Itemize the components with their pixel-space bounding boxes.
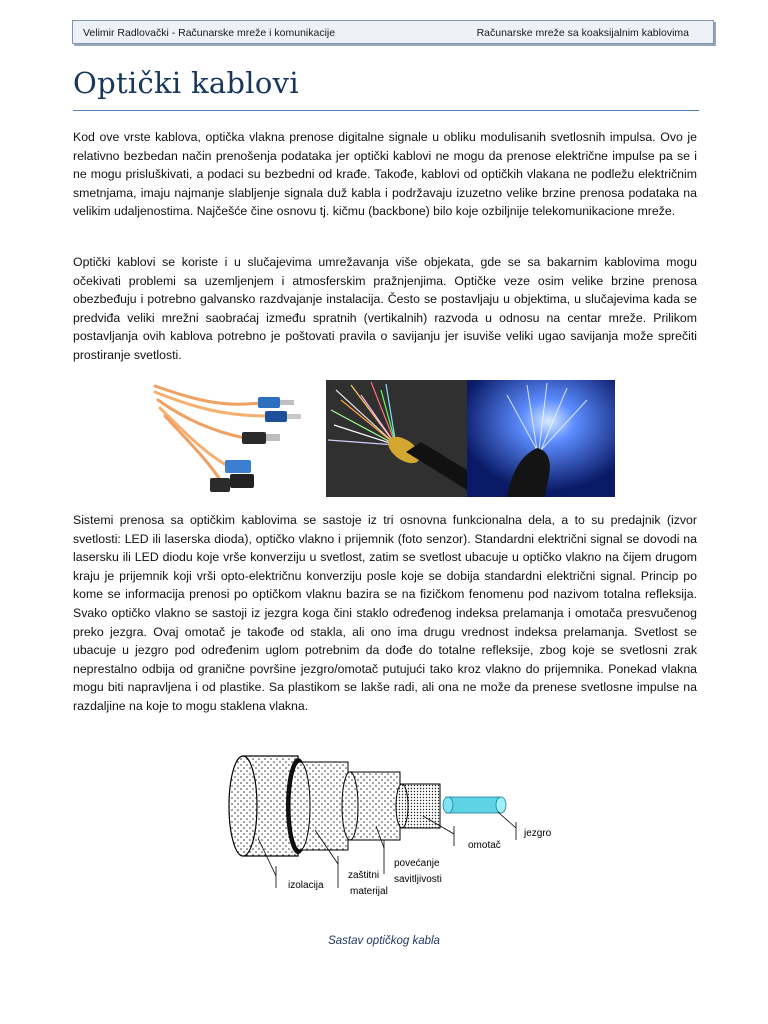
label-protective-2: materijal bbox=[350, 886, 388, 897]
label-flexibility-1: povećanje bbox=[394, 858, 440, 869]
fiber-connectors-photo bbox=[150, 378, 310, 498]
fiber-bundle-photo bbox=[326, 380, 467, 497]
header-author-course: Velimir Radlovački - Računarske mreže i komunikacije bbox=[83, 27, 336, 39]
glowing-fiber-photo bbox=[467, 380, 615, 497]
header-chapter: Računarske mreže sa koaksijalnim kablovima bbox=[476, 27, 689, 39]
paragraph-systems: Sistemi prenosa sa optičkim kablovima se sastoje iz tri osnovna funkcionalna dela, a to su predajnik (izvor svetlosti: LED ili laserska dioda), optičko vlakno i prijemnik (foto senzor). Standardni električni signal se dovodi na lasersku ili LED diodu koje vrše konverziju u svetlost, zatim se svetlost ubacuje u optičko vlakno na čijem drugom kraju je prijemnik koji vrši opto-električnu konverziju posle koje se dobija standardni električni signal. Princip po kome se informacija prenosi po optičkom vlaknu bazira se na fizičkom fenomenu pod nazivom totalna refleksija. Svako optičko vlakno se sastoji iz jezgra koga čini staklo određenog indeksa prelamanja i omotača presvučenog preko jezgra. Ovaj omotač je takođe od stakla, ali ono ima drugu vrednost indeksa prelamanja. Svetlost se ubacuje u jezgro pod određenim uglom potrebnim da dođe do totalne refleksije, zbog koje se svetlosni zrak neprestalno odbija od granične površine jezgro/omotač putujući tako kroz vlakno do prijemnika. Ponekad vlakna mogu biti napravljena i od plastike. Sa plastikom se lakše radi, ali ona ne može da prenese svetlosne impulse na razdaljine na koje to mogu staklena vlakna. bbox=[73, 513, 697, 713]
paragraph-usage: Optički kablovi se koriste i u slučajevima umrežavanja više objekata, gde se sa bakarnim kablovima mogu očekivati problemi sa uzemljenjem i atmosferskim pražnjenjima. Optičke veze osim velike brzine prenosa obezbeđuju i potrebno galvansko razdvajanje instalacija. Često se postavljaju u objektima, u slučajevima kada se predviđa veliki mrežni saobraćaj između spratnih (vertikalnih) razvoda u odnosu na centar mreže. Prilikom postavljanja ovih kablova potrebno je poštovati pravila o savijanju jer isuviše veliki ugao savijanja može sprečiti prostiranje svetlosti. bbox=[73, 255, 697, 362]
label-protective-1: zaštitni bbox=[348, 870, 380, 881]
paragraph-intro: Kod ove vrste kablova, optička vlakna prenose digitalne signale u obliku modulisanih svetlosnih impulsa. Ovo je relativno bezbedan način prenošenja podataka jer optički kablovi ne mogu da prenose električne impulse pa se i ne mogu prisluškivati, a podaci su bezbedni od krađe. Takođe, kablovi od optičkih vlakana ne podležu električnim smetnjama, imaju najmanje slabljenje signala duž kabla i podržavaju izuzetno velike brzine prenosa podataka na velikim udaljenostima. Najčešće čine osnovu tj. kičmu (backbone) bilo koje ozbiljnije telekomunikacione mreže. bbox=[73, 130, 697, 219]
page-header bbox=[72, 20, 714, 44]
label-core: jezgro bbox=[524, 828, 552, 839]
label-insulation: izolacija bbox=[288, 880, 324, 891]
title-divider bbox=[73, 110, 699, 111]
cable-structure-diagram bbox=[218, 748, 563, 908]
label-flexibility-2: savitljivosti bbox=[394, 874, 442, 885]
page-title: Optički kablovi bbox=[73, 66, 299, 100]
diagram-caption: Sastav optičkog kabla bbox=[328, 935, 440, 947]
label-cladding: omotač bbox=[468, 840, 501, 851]
